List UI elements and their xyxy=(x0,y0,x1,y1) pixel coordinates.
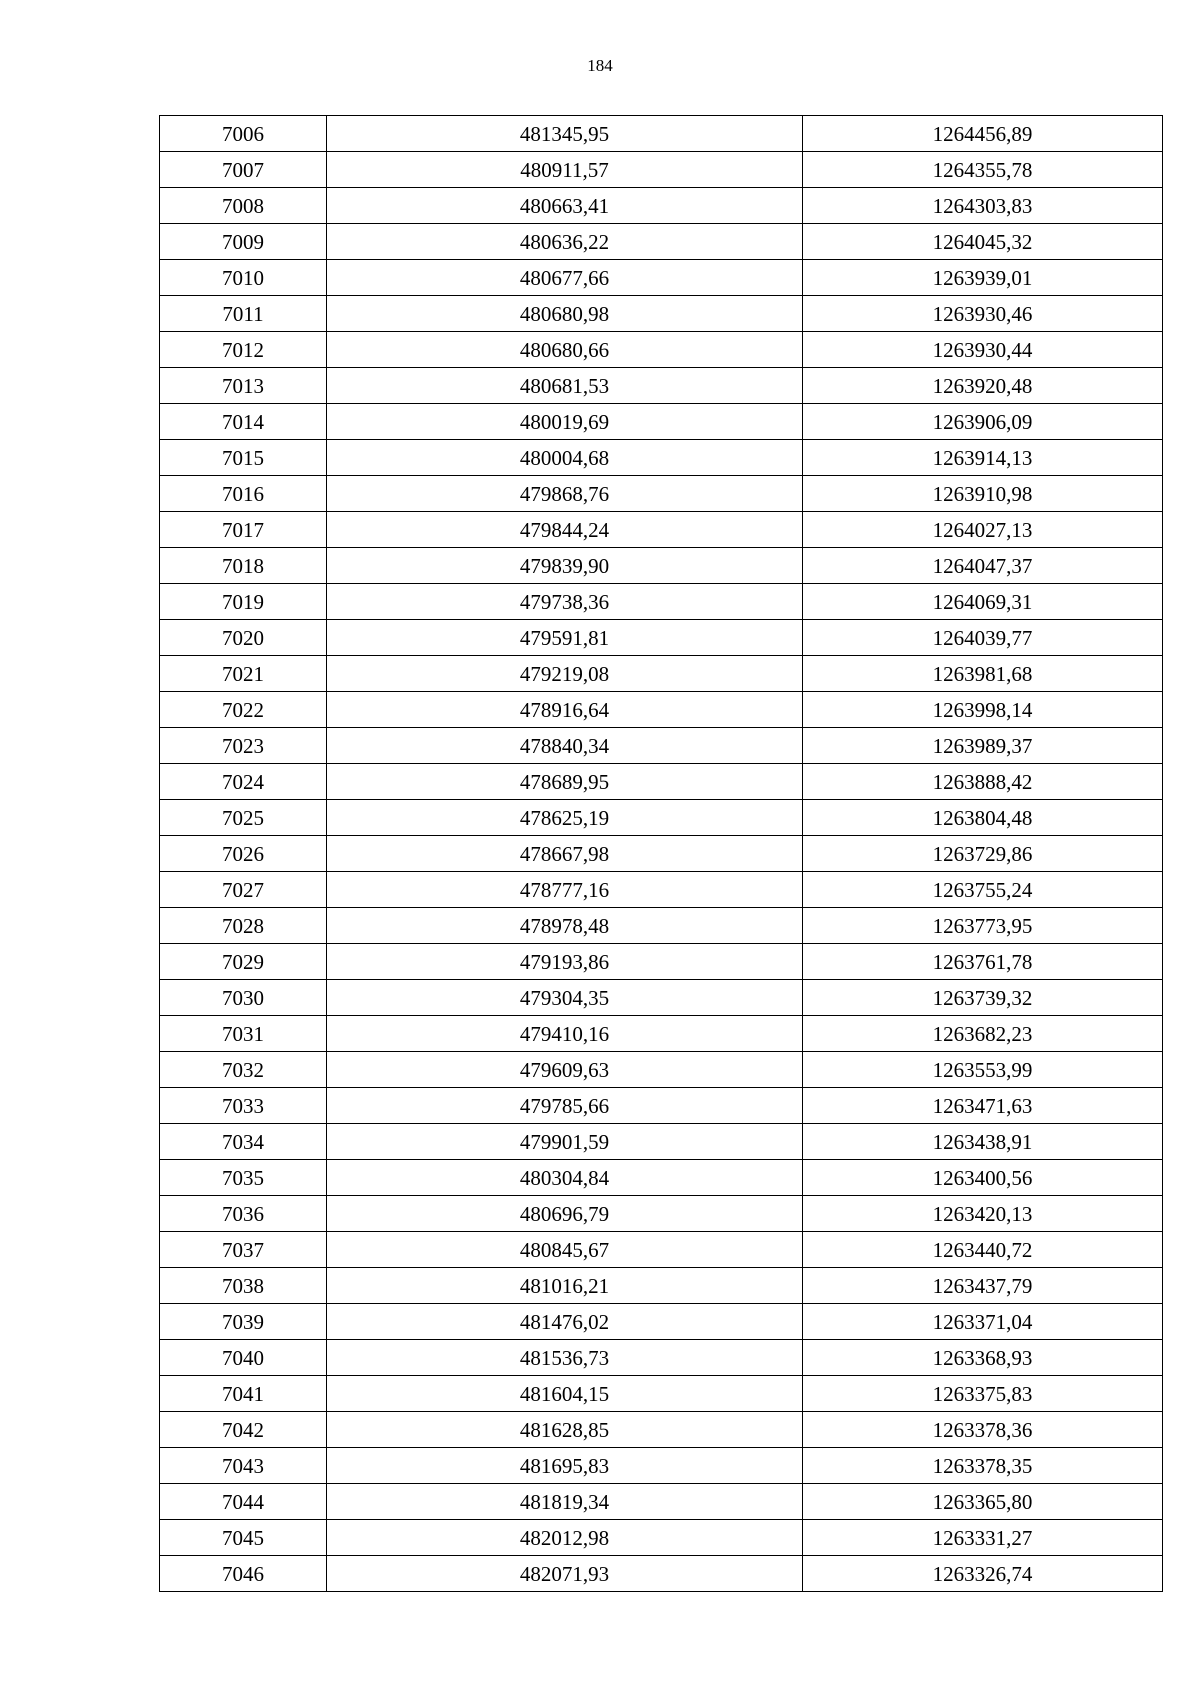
point-number-cell: 7009 xyxy=(160,224,327,260)
point-number-cell: 7036 xyxy=(160,1196,327,1232)
y-coordinate-cell: 1264045,32 xyxy=(803,224,1163,260)
point-number-cell: 7028 xyxy=(160,908,327,944)
y-coordinate-cell: 1263440,72 xyxy=(803,1232,1163,1268)
y-coordinate-cell: 1264027,13 xyxy=(803,512,1163,548)
x-coordinate-cell: 479609,63 xyxy=(327,1052,803,1088)
x-coordinate-cell: 479591,81 xyxy=(327,620,803,656)
point-number-cell: 7043 xyxy=(160,1448,327,1484)
y-coordinate-cell: 1264456,89 xyxy=(803,116,1163,152)
point-number-cell: 7022 xyxy=(160,692,327,728)
x-coordinate-cell: 479738,36 xyxy=(327,584,803,620)
x-coordinate-cell: 480680,66 xyxy=(327,332,803,368)
y-coordinate-cell: 1263739,32 xyxy=(803,980,1163,1016)
x-coordinate-cell: 480663,41 xyxy=(327,188,803,224)
y-coordinate-cell: 1263378,36 xyxy=(803,1412,1163,1448)
x-coordinate-cell: 480845,67 xyxy=(327,1232,803,1268)
table-row xyxy=(160,872,1163,908)
table-row xyxy=(160,1304,1163,1340)
coordinates-table xyxy=(159,115,1163,1592)
x-coordinate-cell: 481819,34 xyxy=(327,1484,803,1520)
x-coordinate-cell: 480304,84 xyxy=(327,1160,803,1196)
point-number-cell: 7042 xyxy=(160,1412,327,1448)
x-coordinate-cell: 480004,68 xyxy=(327,440,803,476)
y-coordinate-cell: 1263981,68 xyxy=(803,656,1163,692)
x-coordinate-cell: 480680,98 xyxy=(327,296,803,332)
y-coordinate-cell: 1263326,74 xyxy=(803,1556,1163,1592)
x-coordinate-cell: 481345,95 xyxy=(327,116,803,152)
y-coordinate-cell: 1263930,46 xyxy=(803,296,1163,332)
table-row xyxy=(160,1160,1163,1196)
x-coordinate-cell: 481628,85 xyxy=(327,1412,803,1448)
y-coordinate-cell: 1263471,63 xyxy=(803,1088,1163,1124)
table-row xyxy=(160,908,1163,944)
point-number-cell: 7026 xyxy=(160,836,327,872)
point-number-cell: 7040 xyxy=(160,1340,327,1376)
y-coordinate-cell: 1263371,04 xyxy=(803,1304,1163,1340)
x-coordinate-cell: 480696,79 xyxy=(327,1196,803,1232)
table-row xyxy=(160,656,1163,692)
x-coordinate-cell: 480911,57 xyxy=(327,152,803,188)
table-row xyxy=(160,1232,1163,1268)
table-row xyxy=(160,1268,1163,1304)
y-coordinate-cell: 1263365,80 xyxy=(803,1484,1163,1520)
table-row xyxy=(160,224,1163,260)
x-coordinate-cell: 481476,02 xyxy=(327,1304,803,1340)
point-number-cell: 7041 xyxy=(160,1376,327,1412)
y-coordinate-cell: 1263920,48 xyxy=(803,368,1163,404)
x-coordinate-cell: 480681,53 xyxy=(327,368,803,404)
table-row xyxy=(160,1340,1163,1376)
table-row xyxy=(160,440,1163,476)
table-row xyxy=(160,152,1163,188)
x-coordinate-cell: 479839,90 xyxy=(327,548,803,584)
x-coordinate-cell: 479219,08 xyxy=(327,656,803,692)
point-number-cell: 7015 xyxy=(160,440,327,476)
table-row xyxy=(160,620,1163,656)
y-coordinate-cell: 1263906,09 xyxy=(803,404,1163,440)
x-coordinate-cell: 478625,19 xyxy=(327,800,803,836)
y-coordinate-cell: 1263888,42 xyxy=(803,764,1163,800)
table-row xyxy=(160,188,1163,224)
y-coordinate-cell: 1263989,37 xyxy=(803,728,1163,764)
point-number-cell: 7008 xyxy=(160,188,327,224)
table-row xyxy=(160,512,1163,548)
point-number-cell: 7012 xyxy=(160,332,327,368)
y-coordinate-cell: 1263755,24 xyxy=(803,872,1163,908)
point-number-cell: 7019 xyxy=(160,584,327,620)
table-row xyxy=(160,1556,1163,1592)
x-coordinate-cell: 478840,34 xyxy=(327,728,803,764)
table-row xyxy=(160,368,1163,404)
x-coordinate-cell: 479901,59 xyxy=(327,1124,803,1160)
point-number-cell: 7039 xyxy=(160,1304,327,1340)
x-coordinate-cell: 480636,22 xyxy=(327,224,803,260)
table-row xyxy=(160,1484,1163,1520)
y-coordinate-cell: 1263998,14 xyxy=(803,692,1163,728)
table-row xyxy=(160,296,1163,332)
y-coordinate-cell: 1263682,23 xyxy=(803,1016,1163,1052)
y-coordinate-cell: 1264069,31 xyxy=(803,584,1163,620)
point-number-cell: 7024 xyxy=(160,764,327,800)
y-coordinate-cell: 1263910,98 xyxy=(803,476,1163,512)
table-row xyxy=(160,404,1163,440)
y-coordinate-cell: 1264047,37 xyxy=(803,548,1163,584)
page-number: 184 xyxy=(587,56,613,75)
table-row xyxy=(160,800,1163,836)
x-coordinate-cell: 479785,66 xyxy=(327,1088,803,1124)
table-row xyxy=(160,728,1163,764)
point-number-cell: 7018 xyxy=(160,548,327,584)
x-coordinate-cell: 478916,64 xyxy=(327,692,803,728)
point-number-cell: 7044 xyxy=(160,1484,327,1520)
x-coordinate-cell: 478777,16 xyxy=(327,872,803,908)
x-coordinate-cell: 482012,98 xyxy=(327,1520,803,1556)
y-coordinate-cell: 1263437,79 xyxy=(803,1268,1163,1304)
y-coordinate-cell: 1264039,77 xyxy=(803,620,1163,656)
point-number-cell: 7014 xyxy=(160,404,327,440)
point-number-cell: 7035 xyxy=(160,1160,327,1196)
y-coordinate-cell: 1264303,83 xyxy=(803,188,1163,224)
table-row xyxy=(160,332,1163,368)
coordinates-table-body xyxy=(160,116,1163,1592)
y-coordinate-cell: 1263420,13 xyxy=(803,1196,1163,1232)
y-coordinate-cell: 1263375,83 xyxy=(803,1376,1163,1412)
table-row xyxy=(160,1052,1163,1088)
point-number-cell: 7016 xyxy=(160,476,327,512)
x-coordinate-cell: 479193,86 xyxy=(327,944,803,980)
x-coordinate-cell: 479868,76 xyxy=(327,476,803,512)
table-row xyxy=(160,476,1163,512)
y-coordinate-cell: 1263930,44 xyxy=(803,332,1163,368)
x-coordinate-cell: 481604,15 xyxy=(327,1376,803,1412)
x-coordinate-cell: 481016,21 xyxy=(327,1268,803,1304)
x-coordinate-cell: 479304,35 xyxy=(327,980,803,1016)
y-coordinate-cell: 1263804,48 xyxy=(803,800,1163,836)
table-row xyxy=(160,764,1163,800)
y-coordinate-cell: 1263761,78 xyxy=(803,944,1163,980)
point-number-cell: 7007 xyxy=(160,152,327,188)
point-number-cell: 7038 xyxy=(160,1268,327,1304)
x-coordinate-cell: 482071,93 xyxy=(327,1556,803,1592)
x-coordinate-cell: 478667,98 xyxy=(327,836,803,872)
point-number-cell: 7010 xyxy=(160,260,327,296)
point-number-cell: 7020 xyxy=(160,620,327,656)
table-row xyxy=(160,692,1163,728)
table-row xyxy=(160,584,1163,620)
y-coordinate-cell: 1263438,91 xyxy=(803,1124,1163,1160)
table-row xyxy=(160,836,1163,872)
x-coordinate-cell: 479410,16 xyxy=(327,1016,803,1052)
table-row xyxy=(160,1016,1163,1052)
y-coordinate-cell: 1264355,78 xyxy=(803,152,1163,188)
point-number-cell: 7032 xyxy=(160,1052,327,1088)
y-coordinate-cell: 1263378,35 xyxy=(803,1448,1163,1484)
y-coordinate-cell: 1263729,86 xyxy=(803,836,1163,872)
table-row xyxy=(160,944,1163,980)
point-number-cell: 7030 xyxy=(160,980,327,1016)
point-number-cell: 7037 xyxy=(160,1232,327,1268)
table-row xyxy=(160,980,1163,1016)
table-row xyxy=(160,1520,1163,1556)
x-coordinate-cell: 480677,66 xyxy=(327,260,803,296)
table-row xyxy=(160,260,1163,296)
point-number-cell: 7045 xyxy=(160,1520,327,1556)
y-coordinate-cell: 1263331,27 xyxy=(803,1520,1163,1556)
x-coordinate-cell: 478689,95 xyxy=(327,764,803,800)
y-coordinate-cell: 1263368,93 xyxy=(803,1340,1163,1376)
point-number-cell: 7046 xyxy=(160,1556,327,1592)
table-row xyxy=(160,548,1163,584)
point-number-cell: 7023 xyxy=(160,728,327,764)
x-coordinate-cell: 478978,48 xyxy=(327,908,803,944)
table-row xyxy=(160,1124,1163,1160)
x-coordinate-cell: 481536,73 xyxy=(327,1340,803,1376)
point-number-cell: 7029 xyxy=(160,944,327,980)
x-coordinate-cell: 479844,24 xyxy=(327,512,803,548)
point-number-cell: 7033 xyxy=(160,1088,327,1124)
y-coordinate-cell: 1263939,01 xyxy=(803,260,1163,296)
table-row xyxy=(160,1196,1163,1232)
table-row xyxy=(160,1412,1163,1448)
point-number-cell: 7034 xyxy=(160,1124,327,1160)
y-coordinate-cell: 1263914,13 xyxy=(803,440,1163,476)
table-row xyxy=(160,1376,1163,1412)
point-number-cell: 7011 xyxy=(160,296,327,332)
point-number-cell: 7021 xyxy=(160,656,327,692)
point-number-cell: 7027 xyxy=(160,872,327,908)
x-coordinate-cell: 481695,83 xyxy=(327,1448,803,1484)
table-row xyxy=(160,116,1163,152)
table-row xyxy=(160,1088,1163,1124)
point-number-cell: 7025 xyxy=(160,800,327,836)
x-coordinate-cell: 480019,69 xyxy=(327,404,803,440)
y-coordinate-cell: 1263400,56 xyxy=(803,1160,1163,1196)
y-coordinate-cell: 1263773,95 xyxy=(803,908,1163,944)
point-number-cell: 7031 xyxy=(160,1016,327,1052)
point-number-cell: 7017 xyxy=(160,512,327,548)
point-number-cell: 7013 xyxy=(160,368,327,404)
table-row xyxy=(160,1448,1163,1484)
point-number-cell: 7006 xyxy=(160,116,327,152)
y-coordinate-cell: 1263553,99 xyxy=(803,1052,1163,1088)
